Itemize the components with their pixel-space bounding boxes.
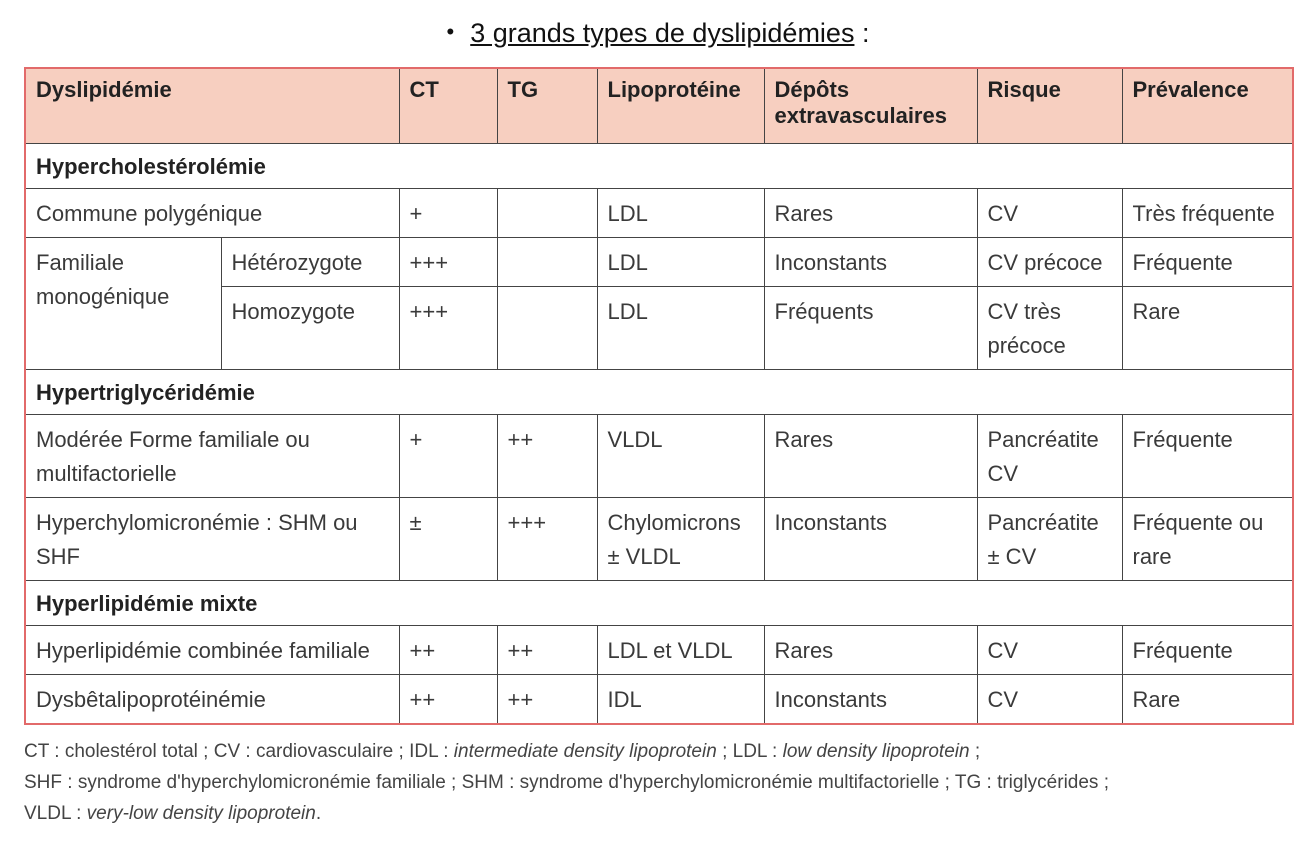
header-row [25,68,1293,144]
table-row [25,675,1293,725]
cell-ct: ++ [399,626,497,675]
table-row [25,415,1293,498]
cell-depots: Rares [764,415,977,498]
page-title [0,18,1316,49]
row-sublabel: Homozygote [221,287,399,370]
cell-ct: +++ [399,238,497,287]
bullet-icon: • [446,19,455,44]
cell-ct: + [399,415,497,498]
cell-prevalence: Rare [1122,675,1293,725]
cell-ct: ++ [399,675,497,725]
cell-tg: ++ [497,675,597,725]
footnote-term: intermediate density lipoprotein [453,741,717,762]
cell-tg: +++ [497,498,597,581]
footnote-term: low density lipoprotein [782,741,970,762]
section-title: Hyperlipidémie mixte [25,581,1293,626]
cell-risque: CV [977,626,1122,675]
section-row [25,581,1293,626]
footnote-text: ; [969,741,981,762]
header-lipoproteine: Lipoprotéine [597,68,764,144]
group-label: Familiale monogénique [25,238,221,370]
row-sublabel: Hétérozygote [221,238,399,287]
cell-ct: +++ [399,287,497,370]
table-row [25,626,1293,675]
section-row [25,370,1293,415]
cell-depots: Inconstants [764,498,977,581]
cell-lipoproteine: LDL [597,189,764,238]
row-label: Dysbêtalipoprotéinémie [25,675,399,725]
cell-prevalence: Fréquente [1122,626,1293,675]
title-suffix: : [854,18,870,48]
cell-lipoproteine: LDL et VLDL [597,626,764,675]
footnote-term: very-low density lipoprotein [86,803,316,824]
cell-lipoproteine: Chylomicrons ± VLDL [597,498,764,581]
cell-lipoproteine: LDL [597,287,764,370]
cell-tg: ++ [497,415,597,498]
cell-depots: Rares [764,189,977,238]
row-label: Commune polygénique [25,189,399,238]
cell-prevalence: Fréquente ou rare [1122,498,1293,581]
cell-lipoproteine: IDL [597,675,764,725]
footnote-text: CT : cholestérol total ; CV : cardiovasculaire ; IDL : [24,741,454,762]
cell-lipoproteine: LDL [597,238,764,287]
table-row [25,498,1293,581]
table-row [25,189,1293,238]
cell-depots: Fréquents [764,287,977,370]
table-row [25,238,1293,287]
footnote-text: VLDL : [24,803,87,824]
cell-prevalence: Rare [1122,287,1293,370]
cell-depots: Inconstants [764,238,977,287]
section-title: Hypercholestérolémie [25,144,1293,189]
row-label: Hyperlipidémie combinée familiale [25,626,399,675]
header-ct: CT [399,68,497,144]
cell-tg [497,238,597,287]
footnote-line-2: SHF : syndrome d'hyperchylomicronémie familiale ; SHM : syndrome d'hyperchylomicronémie multifactorielle ; TG : triglycérides ; [24,772,1109,793]
cell-prevalence: Fréquente [1122,415,1293,498]
dyslipidemia-table [24,67,1294,725]
row-label: Hyperchylomicronémie : SHM ou SHF [25,498,399,581]
cell-risque: CV très précoce [977,287,1122,370]
cell-tg: ++ [497,626,597,675]
header-risque: Risque [977,68,1122,144]
row-label: Modérée Forme familiale ou multifactorielle [25,415,399,498]
cell-risque: CV [977,189,1122,238]
cell-prevalence: Fréquente [1122,238,1293,287]
cell-ct: ± [399,498,497,581]
cell-risque: CV [977,675,1122,725]
header-tg: TG [497,68,597,144]
header-dyslipidemie: Dyslipidémie [25,68,399,144]
footnote-line-3 [24,798,1304,829]
cell-tg [497,287,597,370]
header-prevalence: Prévalence [1122,68,1293,144]
cell-prevalence: Très fréquente [1122,189,1293,238]
cell-risque: CV précoce [977,238,1122,287]
cell-ct: + [399,189,497,238]
title-text: 3 grands types de dyslipidémies [470,18,855,48]
cell-depots: Inconstants [764,675,977,725]
footnote-text: ; LDL : [716,741,783,762]
section-row [25,144,1293,189]
header-depots: Dépôts extravasculaires [764,68,977,144]
footnote [24,736,1304,829]
footnote-line-1 [24,736,1304,767]
cell-risque: Pancréatite ± CV [977,498,1122,581]
footnote-text: . [315,803,322,824]
cell-tg [497,189,597,238]
section-title: Hypertriglycéridémie [25,370,1293,415]
cell-lipoproteine: VLDL [597,415,764,498]
cell-depots: Rares [764,626,977,675]
cell-risque: Pancréatite CV [977,415,1122,498]
